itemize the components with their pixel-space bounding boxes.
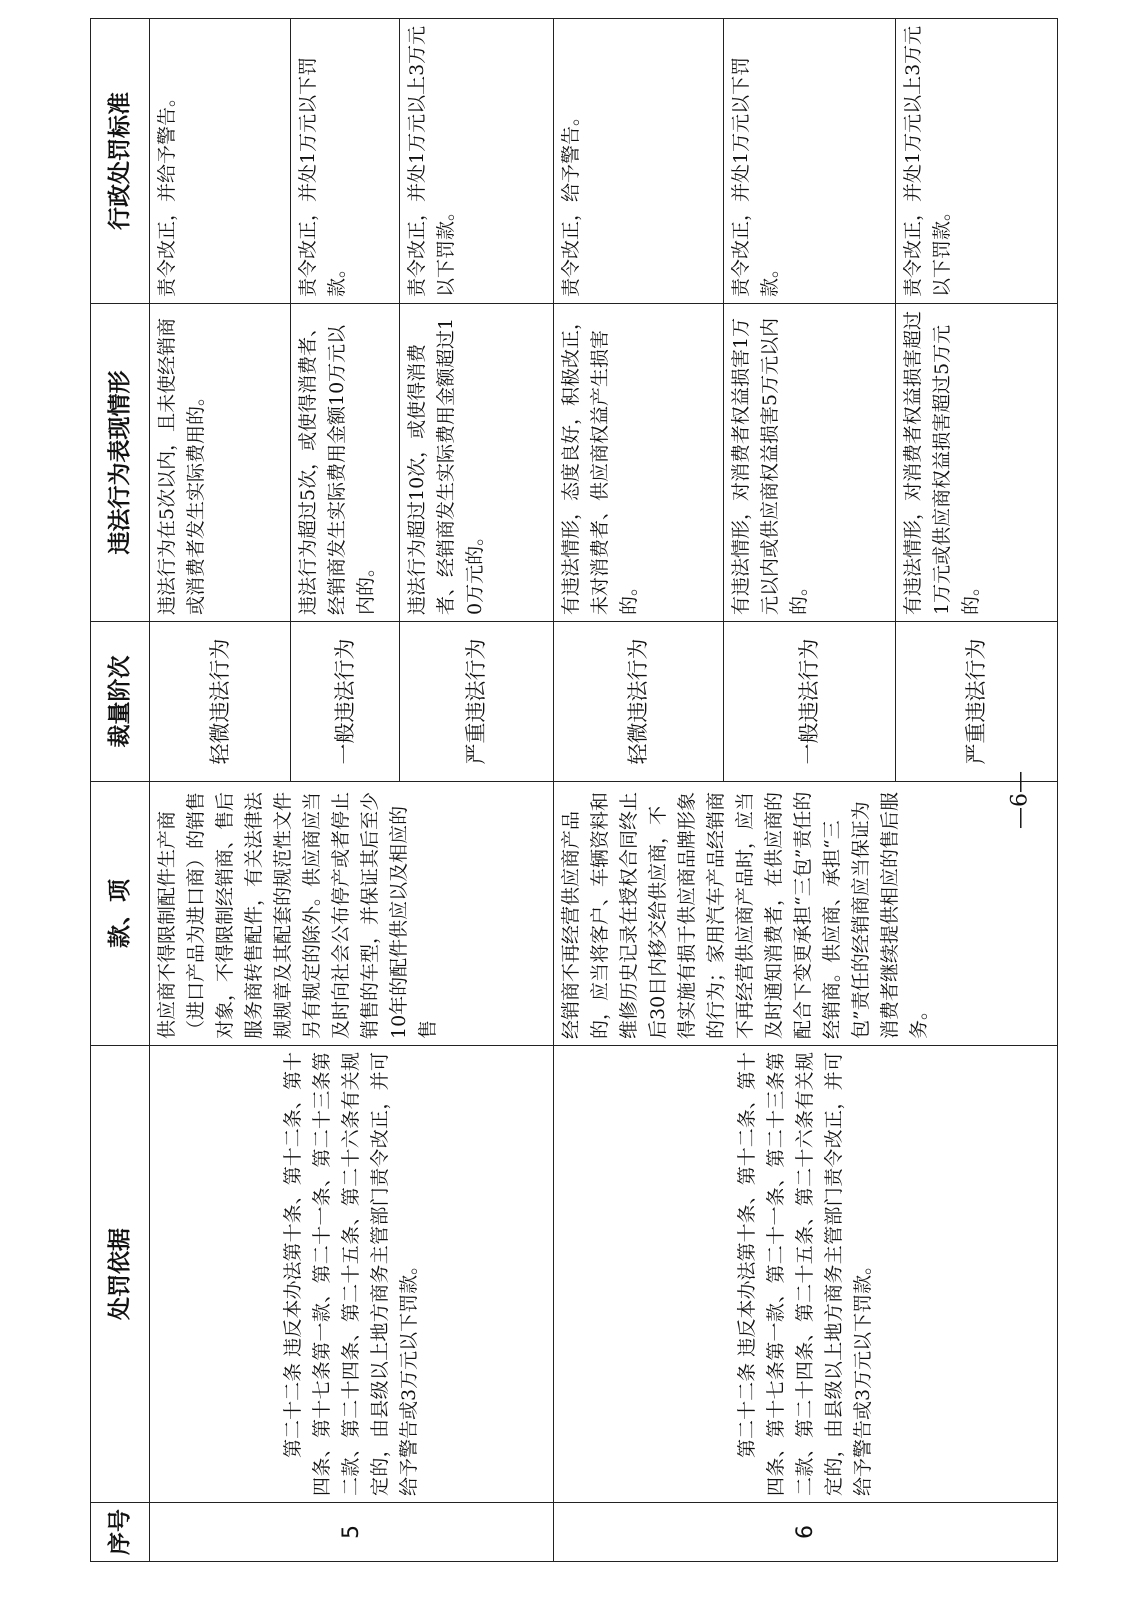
level-cell: 轻微违法行为	[150, 622, 291, 782]
penalty-cell: 责令改正，并处1万元以下罚款。	[291, 19, 400, 304]
clause-cell: 经销商不再经营供应商产品的，应当将客户、车辆资料和维修历史记录在授权合同终止后30日内移交给供应商，不得实施有损于供应商品牌形象的行为；家用汽车产品经销商不再经营供应商产品时，应当及时通知消费者，在供应商的配合下变更承担“三包”责任的经销商。供应商、承担“三包”责任的经销商应当保证为消费者继续提供相应的售后服务。	[554, 782, 1058, 1046]
situation-cell: 有违法情形，对消费者权益损害1万元以内或供应商权益损害5万元以内的。	[724, 304, 896, 622]
basis-cell: 第二十二条 违反本办法第十条、第十二条、第十四条、第十七条第一款、第二十一条、第二十三条第二款、第二十四条、第二十五条、第二十六条有关规定的，由县级以上地方商务主管部门责令改正，并可给予警告或3万元以下罚款。	[150, 1046, 554, 1503]
situation-cell: 违法行为在5次以内，且未使经销商或消费者发生实际费用的。	[150, 304, 291, 622]
table-row	[554, 19, 724, 1562]
penalty-cell: 责令改正，并处1万元以上3万元以下罚款。	[400, 19, 554, 304]
penalty-cell: 责令改正，给予警告。	[554, 19, 724, 304]
situation-cell: 违法行为超过10次，或使得消费者、经销商发生实际费用金额超过10万元的。	[400, 304, 554, 622]
level-cell: 轻微违法行为	[554, 622, 724, 782]
situation-cell: 有违法情形，态度良好，积极改正，未对消费者、供应商权益产生损害的。	[554, 304, 724, 622]
penalty-cell: 责令改正，并处1万元以上3万元以下罚款。	[896, 19, 1058, 304]
penalty-cell: 责令改正，并处1万元以下罚款。	[724, 19, 896, 304]
rotated-page	[90, 19, 1058, 1562]
penalty-table	[90, 18, 1058, 1562]
seq-cell: 5	[150, 1503, 554, 1562]
level-cell: 严重违法行为	[400, 622, 554, 782]
level-cell: 严重违法行为	[896, 622, 1058, 782]
situation-cell: 有违法情形，对消费者权益损害超过1万元或供应商权益损害超过5万元的。	[896, 304, 1058, 622]
header-basis: 处罚依据	[91, 1046, 150, 1503]
table-row	[150, 19, 291, 1562]
page-number: —6—	[1007, 771, 1033, 829]
header-penalty: 行政处罚标准	[91, 19, 150, 304]
seq-cell: 6	[554, 1503, 1058, 1562]
level-cell: 一般违法行为	[291, 622, 400, 782]
header-clause: 款、项	[91, 782, 150, 1046]
level-cell: 一般违法行为	[724, 622, 896, 782]
situation-cell: 违法行为超过5次，或使得消费者、经销商发生实际费用金额10万元以内的。	[291, 304, 400, 622]
header-seq: 序号	[91, 1503, 150, 1562]
basis-cell: 第二十二条 违反本办法第十条、第十二条、第十四条、第十七条第一款、第二十一条、第二十三条第二款、第二十四条、第二十五条、第二十六条有关规定的，由县级以上地方商务主管部门责令改正，并可给予警告或3万元以下罚款。	[554, 1046, 1058, 1503]
header-level: 裁量阶次	[91, 622, 150, 782]
penalty-cell: 责令改正，并给予警告。	[150, 19, 291, 304]
clause-cell: 供应商不得限制配件生产商（进口产品为进口商）的销售对象，不得限制经销商、售后服务商转售配件，有关法律法规规章及其配套的规范性文件另有规定的除外。供应商应当及时向社会公布停产或者停止销售的车型，并保证其后至少10年的配件供应以及相应的售	[150, 782, 554, 1046]
header-row	[91, 19, 150, 1562]
header-situation: 违法行为表现情形	[91, 304, 150, 622]
